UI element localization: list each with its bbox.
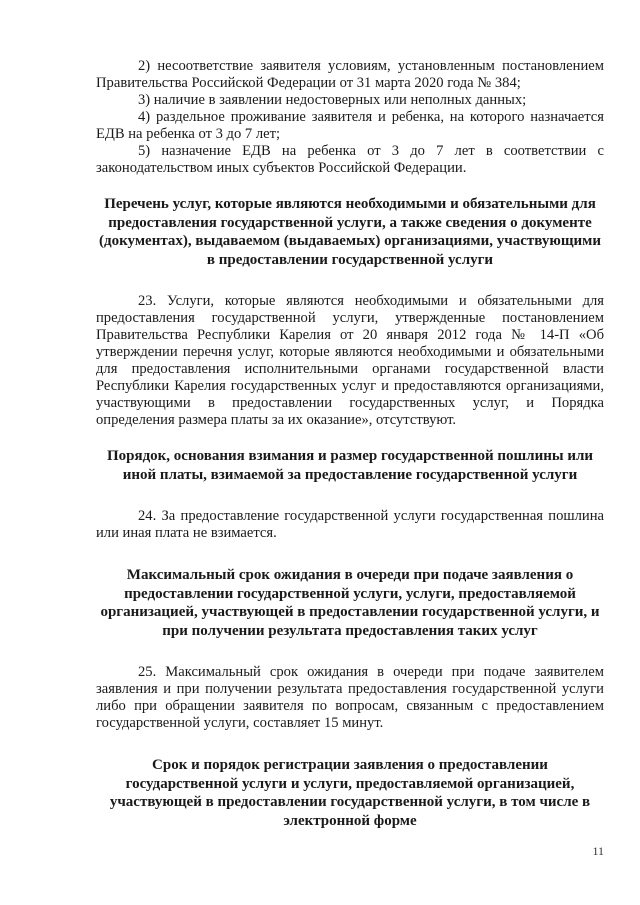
spacer <box>96 542 604 566</box>
paragraph-23: 23. Услуги, которые являются необходимыми и обязательными для предоставления государственной услуги, утвержденные постановлением Правительства Республики Карелия от 20 января 2012 года № 14-П «Об утверждении перечня услуг, которые являются необходимыми и обязательными для предоставления исполнительными органами государственной власти Республики Карелия государственных услуг и предоставляются организациями, участвующими в предоставлении государственных услуг, и Порядка определения размера платы за их оказание», отсутствуют. <box>96 293 604 428</box>
list-item: 2) несоответствие заявителя условиям, установленным постановлением Правительства Российской Федерации от 31 марта 2020 года № 384; <box>96 58 604 91</box>
list-item: 5) назначение ЕДВ на ребенка от 3 до 7 лет в соответствии с законодательством иных субъектов Российской Федерации. <box>96 143 604 176</box>
spacer <box>96 177 604 195</box>
spacer <box>96 269 604 293</box>
list-item: 3) наличие в заявлении недостоверных или неполных данных; <box>138 92 527 108</box>
page-content <box>96 58 604 830</box>
spacer <box>96 484 604 508</box>
paragraph-24: 24. За предоставление государственной услуги государственная пошлина или иная плата не взимается. <box>96 508 604 541</box>
spacer <box>96 732 604 756</box>
section-heading-queue-time: Максимальный срок ожидания в очереди при подаче заявления о предоставлении государственной услуги, услуги, предоставляемой организацией, участвующей в предоставлении государственной услуги, и при получении результата предоставления таких услуг <box>100 567 600 639</box>
paragraph-25: 25. Максимальный срок ожидания в очереди при подаче заявителем заявления и при получении результата предоставления государственной услуги либо при обращении заявителя по вопросам, связанным с предоставлением государственной услуги, составляет 15 минут. <box>96 664 604 731</box>
list-item: 4) раздельное проживание заявителя и ребенка, на которого назначается ЕДВ на ребенка от 3 до 7 лет; <box>96 109 604 142</box>
spacer <box>96 429 604 447</box>
section-heading-services: Перечень услуг, которые являются необходимыми и обязательными для предоставления государственной услуги, а также сведения о документе (документах), выдаваемом (выдаваемых) организациями, участвующими в предоставлении государственной услуги <box>99 196 601 268</box>
section-heading-fees: Порядок, основания взимания и размер государственной пошлины или иной платы, взимаемой за предоставление государственной услуги <box>106 448 594 483</box>
page-number: 11 <box>592 844 604 858</box>
section-heading-registration: Срок и порядок регистрации заявления о предоставлении государственной услуги и услуги, предоставляемой организацией, участвующей в предоставлении государственной услуги, в том числе в электронной форме <box>109 757 591 829</box>
spacer <box>96 640 604 664</box>
